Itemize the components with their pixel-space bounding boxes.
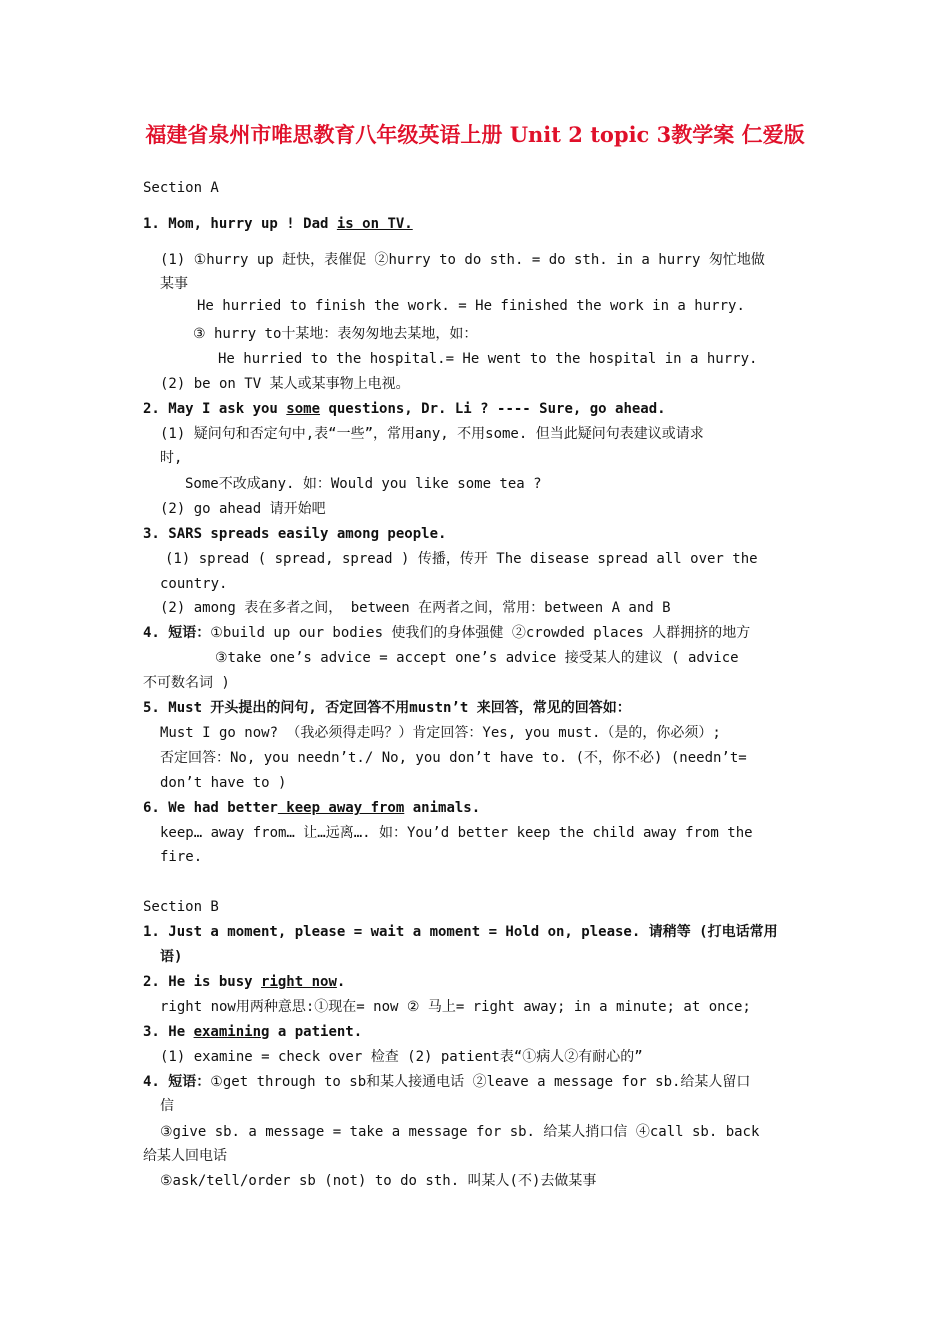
point-1-line-6: (2) be on TV 某人或某事物上电视。 [160,376,410,392]
point-1-line-3: He hurried to finish the work. = He finished the work in a hurry. [197,298,745,314]
point-2-line-4: (2) go ahead 请开始吧 [160,501,326,517]
section-b-heading: Section B [143,899,219,915]
point-4-line-3: 不可数名词 ) [143,675,230,691]
point-3-line-1: (1) spread ( spread, spread ) 传播，传开 The disease spread all over the [165,551,758,567]
b-point-2-line-1: right now用两种意思:①现在= now ② 马上= right away; in a minute; at once; [160,999,751,1015]
point-6-line-2: fire. [160,849,203,865]
b-point-4-line-3: ③give sb. a message = take a message for sb. 给某人捎口信 ④call sb. back [160,1124,760,1140]
point-1-line-2: 某事 [160,276,188,292]
point-1: 1. Mom, hurry up ! Dad is on TV. [143,216,413,232]
b-point-4-line-5: ⑤ask/tell/order sb (not) to do sth. 叫某人(不)去做某事 [160,1173,597,1189]
point-5-line-1: Must I go now? （我必须得走吗？）肯定回答：Yes, you must.（是的，你必须）; [160,725,721,741]
point-5-line-3: don’t have to ) [160,775,287,791]
point-6-line-1: keep… away from… 让…远离…. 如：You’d better keep the child away from the [160,825,753,841]
point-3-line-3: (2) among 表在多者之间， between 在两者之间，常用：between A and B [160,600,671,616]
page-title: 福建省泉州市唯思教育八年级英语上册 Unit 2 topic 3教学案 仁爱版 [145,122,805,147]
point-1-line-1: (1) ①hurry up 赶快，表催促 ②hurry to do sth. = do sth. in a hurry 匆忙地做 [160,252,765,268]
point-5: 5. Must 开头提出的问句, 否定回答不用mustn’t 来回答，常见的回答如： [143,700,631,716]
point-3-line-2: country. [160,576,228,592]
point-3: 3. SARS spreads easily among people. [143,526,447,542]
b-point-2: 2. He is busy right now. [143,974,346,990]
point-6: 6. We had better keep away from animals. [143,800,481,816]
b-point-3-line-1: (1) examine = check over 检查 (2) patient表“①病人②有耐心的” [160,1049,643,1065]
b-point-3: 3. He examining a patient. [143,1024,363,1040]
b-point-4: 4. 短语：①get through to sb和某人接通电话 ②leave a message for sb.给某人留口 [143,1074,751,1090]
point-5-line-2: 否定回答：No, you needn’t./ No, you don’t have to. (不，你不必) (needn’t= [160,750,747,766]
point-4: 4. 短语：①build up our bodies 使我们的身体强健 ②crowded places 人群拥挤的地方 [143,625,751,641]
b-point-4-line-4: 给某人回电话 [143,1148,227,1164]
b-point-1: 1. Just a moment, please = wait a moment = Hold on, please. 请稍等 (打电话常用 [143,924,778,940]
point-1-line-4: ③ hurry to十某地：表匆匆地去某地，如： [193,326,478,342]
point-2-line-2: 时, [160,450,183,466]
point-4-line-2: ③take one’s advice = accept one’s advice 接受某人的建议 ( advice [215,650,739,666]
point-2-line-3: Some不改成any. 如：Would you like some tea ? [185,476,542,492]
b-point-1-line-2: 语) [160,949,183,965]
section-a-heading: Section A [143,180,219,196]
point-1-line-5: He hurried to the hospital.= He went to the hospital in a hurry. [218,351,758,367]
point-2: 2. May I ask you some questions, Dr. Li ? ---- Sure, go ahead. [143,401,666,417]
b-point-4-line-2: 信 [160,1098,174,1114]
point-2-line-1: (1) 疑问句和否定句中,表“一些”，常用any, 不用some. 但当此疑问句表建议或请求 [160,426,704,442]
